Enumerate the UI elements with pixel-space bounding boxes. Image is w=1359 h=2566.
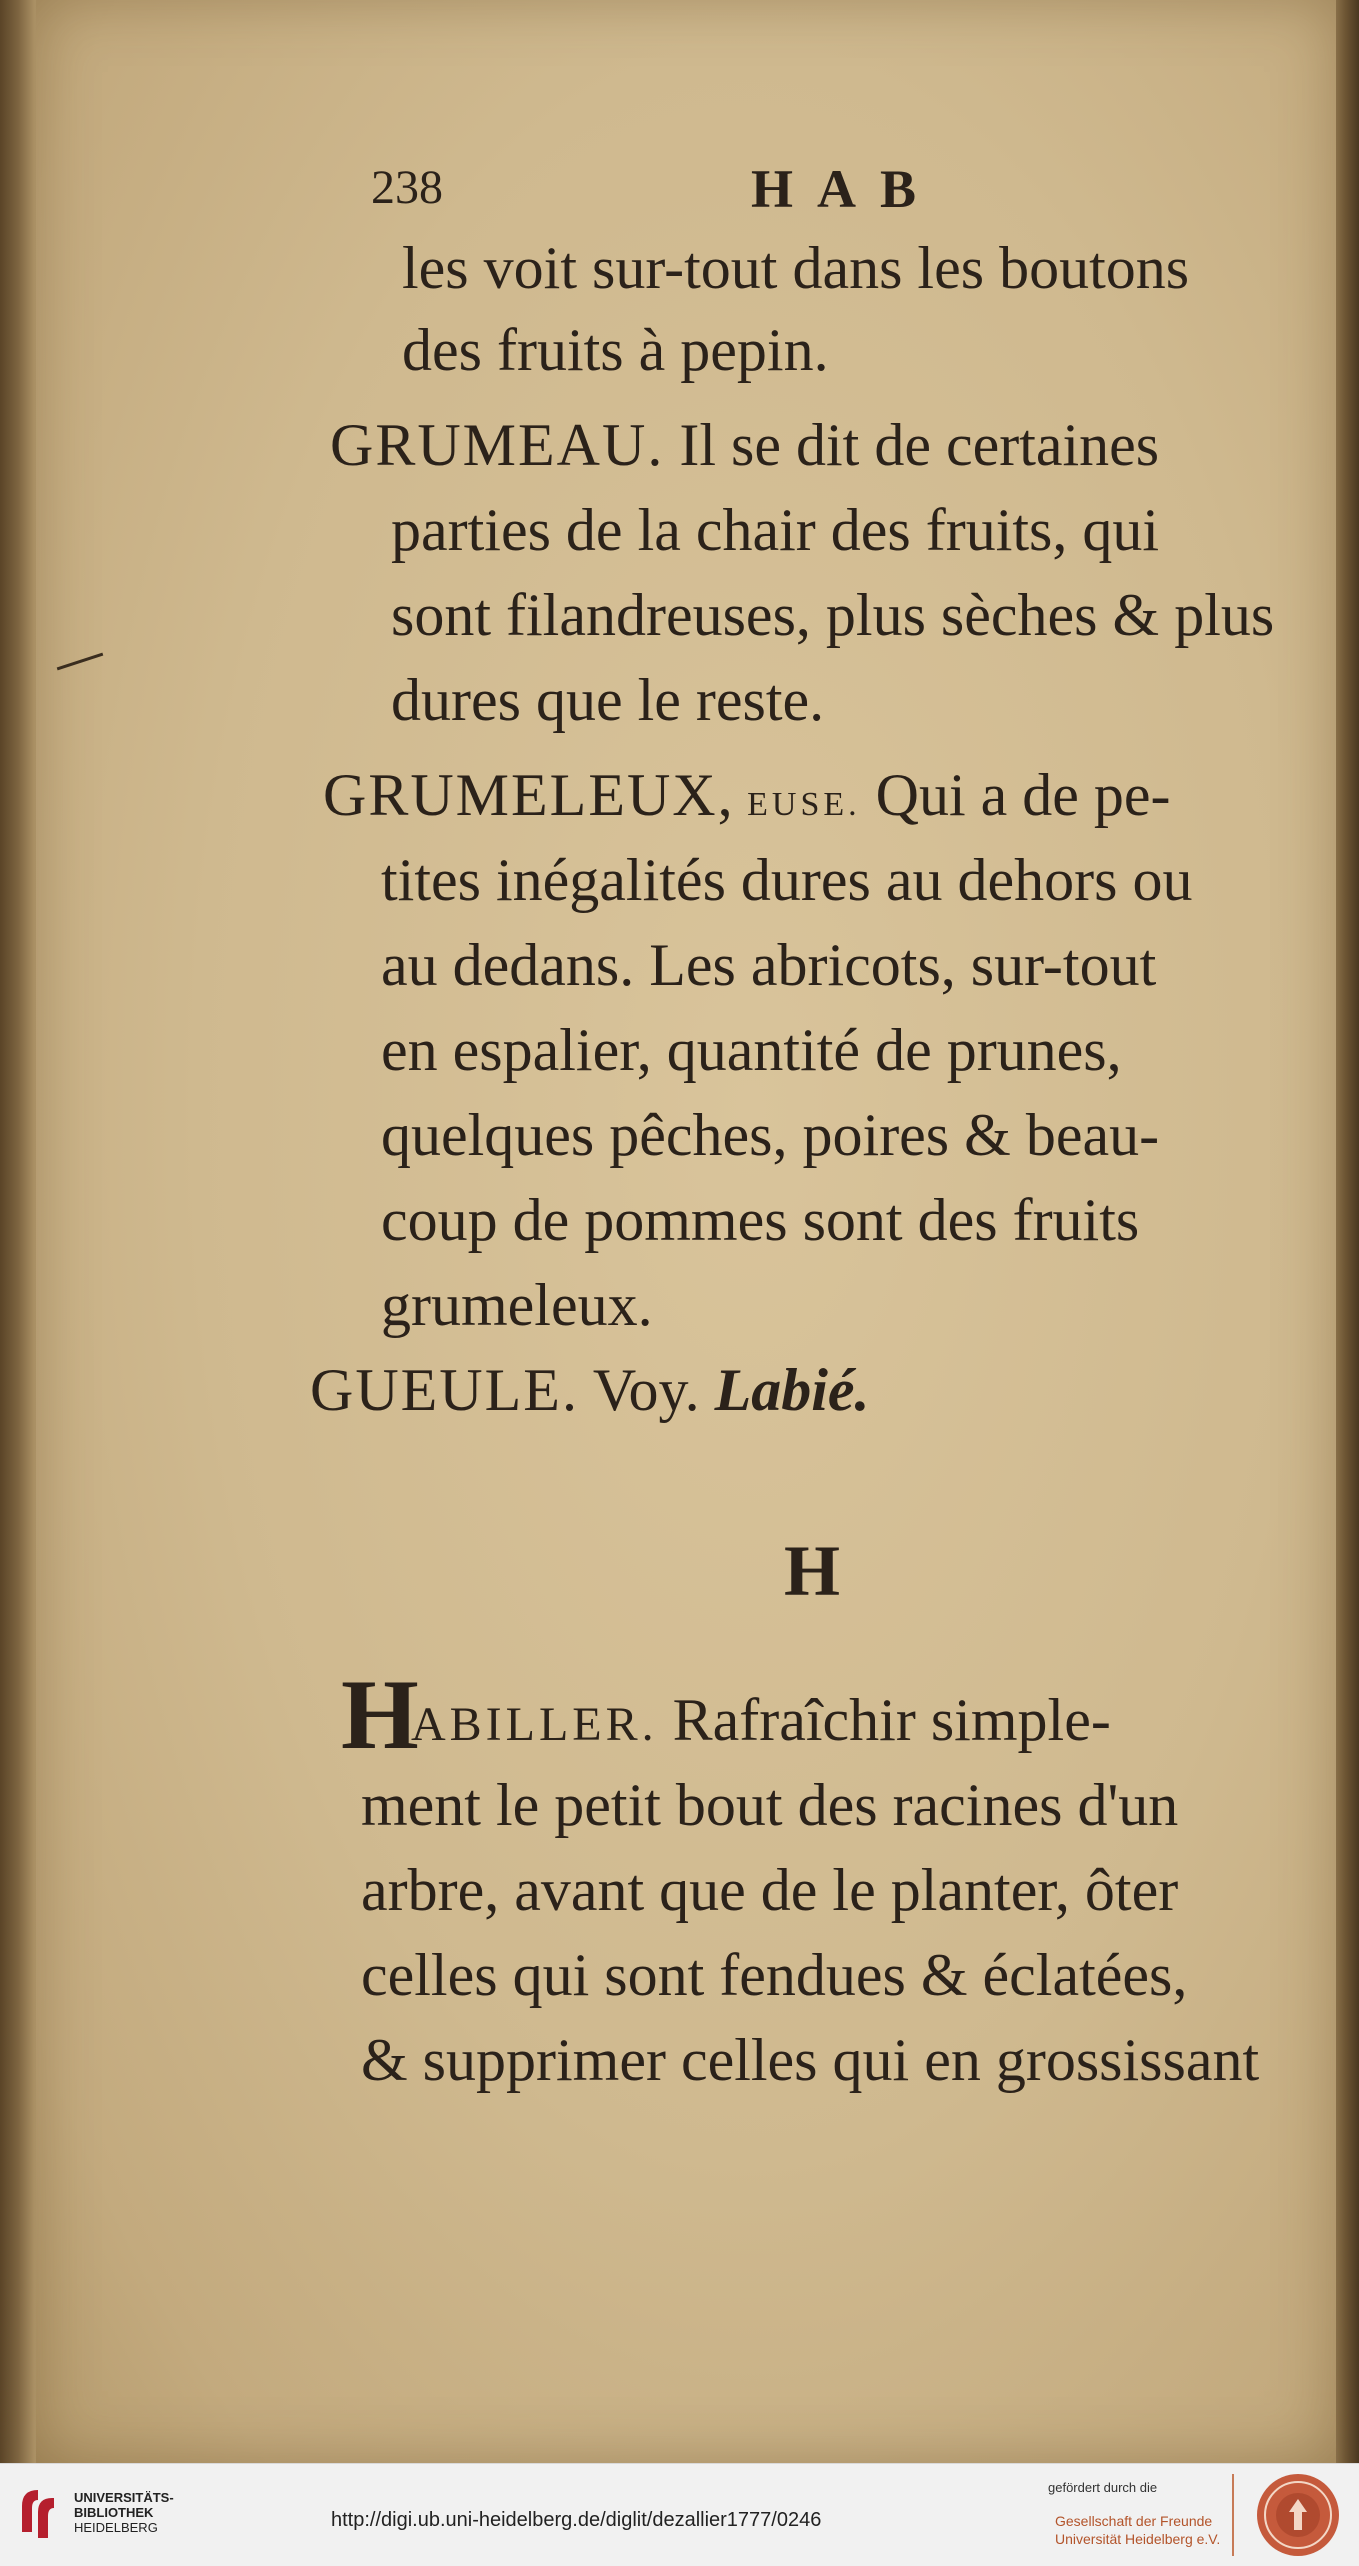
text-line: & supprimer celles qui en grossissant: [361, 2027, 1260, 2093]
library-name: [74, 2490, 174, 2535]
text-line: quelques pêches, poires & beau-: [381, 1102, 1160, 1168]
text-line: celles qui sont fendues & éclatées,: [361, 1942, 1188, 2008]
library-logo-icon: [16, 2484, 60, 2544]
society-name: [1055, 2512, 1220, 2548]
definition-text: Rafraîchir simple-: [657, 1687, 1111, 1753]
text-line: dures que le reste.: [391, 667, 825, 733]
definition-text: Qui a de pe-: [860, 762, 1171, 828]
text-line: sont filandreuses, plus sèches & plus: [391, 582, 1275, 648]
see-reference: Voy.: [578, 1357, 715, 1423]
headword: GUEULE.: [310, 1357, 579, 1423]
funded-by-label: gefördert durch die: [1048, 2480, 1158, 2495]
page-number: 238: [371, 161, 443, 214]
cross-reference: Labié.: [714, 1357, 870, 1423]
text-line: en espalier, quantité de prunes,: [381, 1017, 1122, 1083]
text-line: parties de la chair des fruits, qui: [391, 497, 1160, 563]
text-line: au dedans. Les abricots, sur-tout: [381, 932, 1157, 998]
library-name-line: UNIVERSITÄTS-: [74, 2490, 174, 2505]
margin-mark: [57, 653, 104, 671]
text-line: ment le petit bout des racines d'un: [361, 1772, 1179, 1838]
footer-divider: [1232, 2474, 1234, 2556]
headword: ABILLER.: [411, 1698, 658, 1751]
entry-grumeau: [330, 412, 1160, 478]
text-line: des fruits à pepin.: [402, 317, 829, 383]
text-line: tites inégalités dures au dehors ou: [381, 847, 1193, 913]
society-name-line: Universität Heidelberg e.V.: [1055, 2531, 1221, 2547]
entry-gueule: [310, 1357, 870, 1423]
text-line: grumeleux.: [381, 1272, 653, 1338]
book-page: [36, 0, 1336, 2463]
entry-habiller: [411, 1687, 1111, 1755]
library-name-line: HEIDELBERG: [74, 2520, 158, 2535]
permalink-url[interactable]: http://digi.ub.uni-heidelberg.de/diglit/dezallier1777/0246: [331, 2509, 822, 2531]
library-name-line: BIBLIOTHEK: [74, 2505, 154, 2520]
society-name-line: Gesellschaft der Freunde: [1055, 2513, 1213, 2529]
university-seal-icon: [1255, 2472, 1341, 2558]
text-line: coup de pommes sont des fruits: [381, 1187, 1140, 1253]
feminine-suffix: EUSE.: [734, 786, 861, 823]
definition-text: Il se dit de certaines: [664, 412, 1160, 478]
headword: GRUMELEUX,: [323, 762, 735, 828]
footer-bar: [0, 2463, 1359, 2566]
section-letter: H: [784, 1531, 841, 1611]
headword: GRUMEAU.: [330, 412, 665, 478]
running-head: HAB: [751, 159, 941, 219]
entry-grumeleux: [323, 762, 1171, 835]
drop-cap: H: [341, 1659, 419, 1770]
text-line: les voit sur-tout dans les boutons: [402, 235, 1190, 301]
text-line: arbre, avant que de le planter, ôter: [361, 1857, 1179, 1923]
